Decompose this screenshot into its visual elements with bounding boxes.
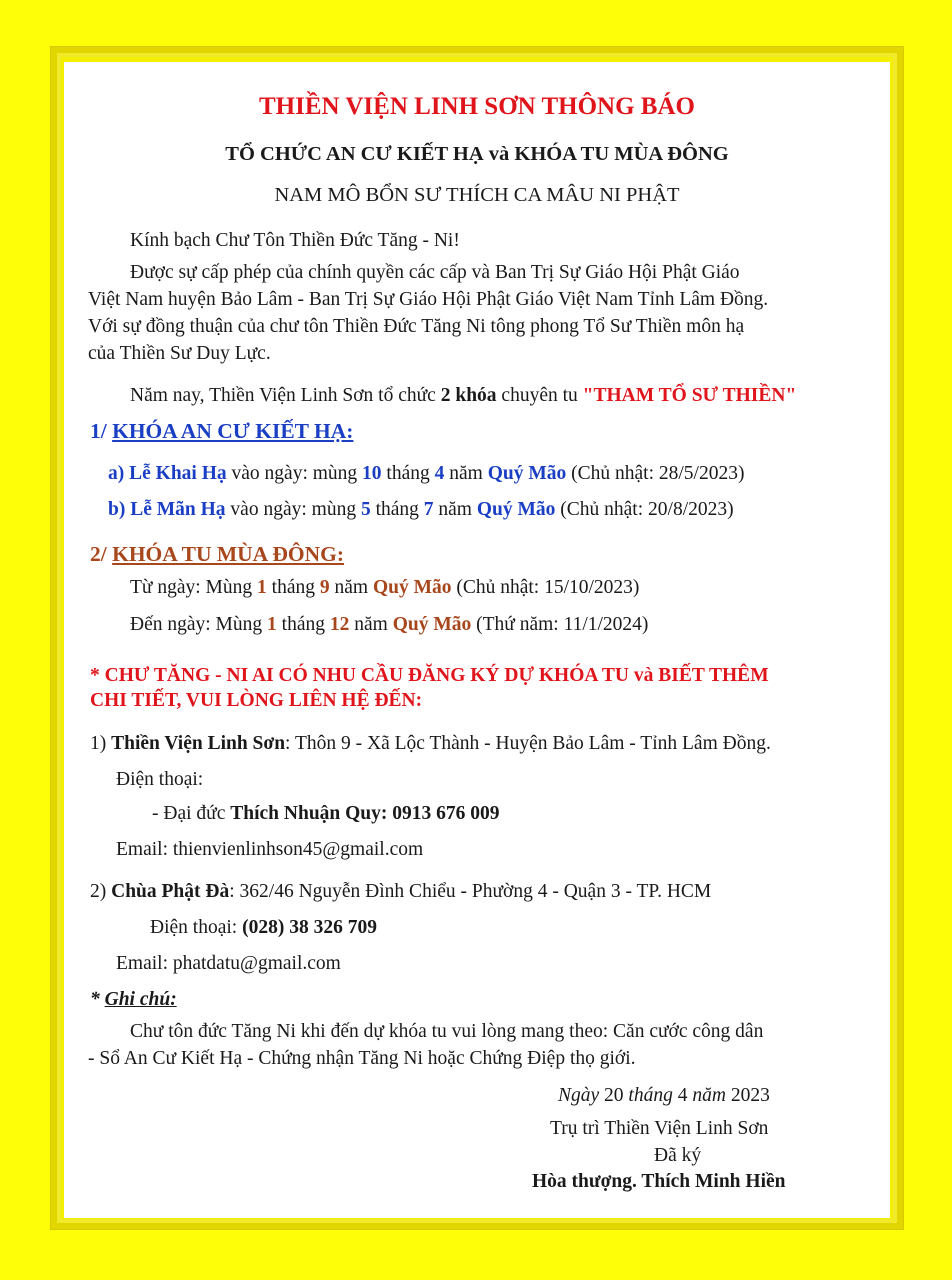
khai-ha-label: a) Lễ Khai Hạ bbox=[108, 463, 227, 484]
signature-name: Hòa thượng. Thích Minh Hiền bbox=[532, 1171, 786, 1192]
signature-signed: Đã ký bbox=[654, 1145, 702, 1166]
contact1-email: Email: thienvienlinhson45@gmail.com bbox=[116, 839, 424, 860]
text: (Chủ nhật: 15/10/2023) bbox=[451, 577, 640, 598]
text: 2023 bbox=[725, 1085, 770, 1106]
text: - Đại đức bbox=[152, 803, 231, 824]
year-value: Quý Mão bbox=[372, 577, 452, 598]
text: (Chủ nhật: 20/8/2023) bbox=[555, 499, 734, 520]
contact-number: 1) bbox=[90, 733, 112, 754]
note-heading bbox=[90, 988, 177, 1012]
text: Đến ngày: Mùng bbox=[130, 614, 268, 635]
invocation: NAM MÔ BỔN SƯ THÍCH CA MÂU NI PHẬT bbox=[274, 184, 680, 206]
announcement-paper bbox=[64, 62, 890, 1218]
contact2-name: Chùa Phật Đà bbox=[111, 881, 230, 902]
contact2-address: : 362/46 Nguyễn Đình Chiểu - Phường 4 - Quận 3 - TP. HCM bbox=[229, 881, 712, 902]
course-count: 2 khóa bbox=[440, 385, 497, 406]
text: vào ngày: mùng bbox=[225, 499, 361, 520]
text: (Chủ nhật: 28/5/2023) bbox=[566, 463, 745, 484]
winter-start-line bbox=[130, 576, 639, 600]
contact1-line bbox=[90, 732, 771, 756]
section2-number: 2/ bbox=[90, 542, 113, 566]
month-value: 7 bbox=[423, 499, 434, 520]
text: năm bbox=[444, 463, 488, 484]
course-name: "THAM TỔ SƯ THIỀN" bbox=[582, 385, 797, 406]
notice-line: * CHƯ TĂNG - NI AI CÓ NHU CẦU ĐĂNG KÝ DỰ KHÓA TU và BIẾT THÊM bbox=[90, 665, 769, 686]
year-value: Quý Mão bbox=[476, 499, 556, 520]
day-value: 5 bbox=[360, 499, 371, 520]
man-ha-line bbox=[108, 498, 734, 522]
greeting: Kính bạch Chư Tôn Thiền Đức Tăng - Ni! bbox=[130, 230, 460, 251]
note-title: Ghi chú: bbox=[104, 989, 177, 1010]
contact-number: 2) bbox=[90, 881, 112, 902]
document-subtitle: TỔ CHỨC AN CƯ KIẾT HẠ và KHÓA TU MÙA ĐÔNG bbox=[225, 143, 729, 165]
section2-heading bbox=[90, 542, 344, 566]
khai-ha-line bbox=[108, 462, 744, 486]
text: vào ngày: mùng bbox=[226, 463, 363, 484]
year-value: Quý Mão bbox=[392, 614, 472, 635]
text: tháng bbox=[266, 577, 320, 598]
contact1-name: Thiền Viện Linh Sơn bbox=[111, 733, 286, 754]
section2-title: KHÓA TU MÙA ĐÔNG: bbox=[112, 542, 345, 566]
day-value: 1 bbox=[267, 614, 277, 635]
text: Điện thoại: bbox=[150, 917, 243, 938]
section1-number: 1/ bbox=[90, 419, 113, 443]
text: tháng bbox=[370, 499, 424, 520]
intro-line: Được sự cấp phép của chính quyền các cấp và Ban Trị Sự Giáo Hội Phật Giáo bbox=[130, 262, 740, 283]
day-value: 10 bbox=[362, 463, 382, 484]
text: 20 bbox=[599, 1085, 629, 1106]
man-ha-label: b) Lễ Mãn Hạ bbox=[108, 499, 226, 520]
month-value: 9 bbox=[319, 577, 330, 598]
contact1-address: : Thôn 9 - Xã Lộc Thành - Huyện Bảo Lâm - Tỉnh Lâm Đồng. bbox=[285, 733, 771, 754]
contact1-person-phone: Thích Nhuận Quy: 0913 676 009 bbox=[230, 803, 500, 824]
month-value: 4 bbox=[434, 463, 445, 484]
text: năm bbox=[329, 577, 373, 598]
signature-date bbox=[558, 1084, 770, 1108]
text: 4 bbox=[672, 1085, 693, 1106]
contact1-person bbox=[152, 802, 500, 826]
month-value: 12 bbox=[329, 614, 350, 635]
contact2-email: Email: phatdatu@gmail.com bbox=[116, 953, 341, 974]
intro-line: của Thiền Sư Duy Lực. bbox=[88, 343, 271, 364]
text: tháng bbox=[276, 614, 330, 635]
intro-line: Việt Nam huyện Bảo Lâm - Ban Trị Sự Giáo Hội Phật Giáo Việt Nam Tỉnh Lâm Đồng. bbox=[88, 289, 769, 310]
text: năm bbox=[692, 1085, 726, 1106]
text: năm bbox=[349, 614, 393, 635]
year-line bbox=[130, 384, 796, 408]
contact2-phone-number: (028) 38 326 709 bbox=[242, 917, 377, 938]
year-value: Quý Mão bbox=[487, 463, 567, 484]
note-line: Chư tôn đức Tăng Ni khi đến dự khóa tu vui lòng mang theo: Căn cước công dân bbox=[130, 1021, 764, 1042]
text: tháng bbox=[381, 463, 435, 484]
section1-title: KHÓA AN CƯ KIẾT HẠ: bbox=[112, 419, 354, 443]
winter-end-line bbox=[130, 613, 648, 637]
text: (Thứ năm: 11/1/2024) bbox=[471, 614, 649, 635]
year-line-text: chuyên tu bbox=[496, 385, 583, 406]
contact2-phone bbox=[150, 916, 377, 940]
text: Ngày bbox=[558, 1085, 600, 1106]
year-line-text: Năm nay, Thiền Viện Linh Sơn tổ chức bbox=[130, 385, 441, 406]
text: Từ ngày: Mùng bbox=[130, 577, 258, 598]
notice-line: CHI TIẾT, VUI LÒNG LIÊN HỆ ĐẾN: bbox=[90, 690, 423, 711]
text: tháng bbox=[628, 1085, 673, 1106]
section1-heading bbox=[90, 419, 353, 443]
signature-role: Trụ trì Thiền Viện Linh Sơn bbox=[550, 1118, 769, 1139]
intro-line: Với sự đồng thuận của chư tôn Thiền Đức Tăng Ni tông phong Tổ Sư Thiền môn hạ bbox=[88, 316, 745, 337]
contact2-line bbox=[90, 880, 711, 904]
contact1-phone-label: Điện thoại: bbox=[116, 769, 204, 790]
note-line: - Sổ An Cư Kiết Hạ - Chứng nhận Tăng Ni hoặc Chứng Điệp thọ giới. bbox=[88, 1048, 636, 1069]
text: * bbox=[90, 989, 105, 1010]
day-value: 1 bbox=[257, 577, 267, 598]
text: năm bbox=[433, 499, 477, 520]
document-title: THIỀN VIỆN LINH SƠN THÔNG BÁO bbox=[259, 93, 695, 120]
